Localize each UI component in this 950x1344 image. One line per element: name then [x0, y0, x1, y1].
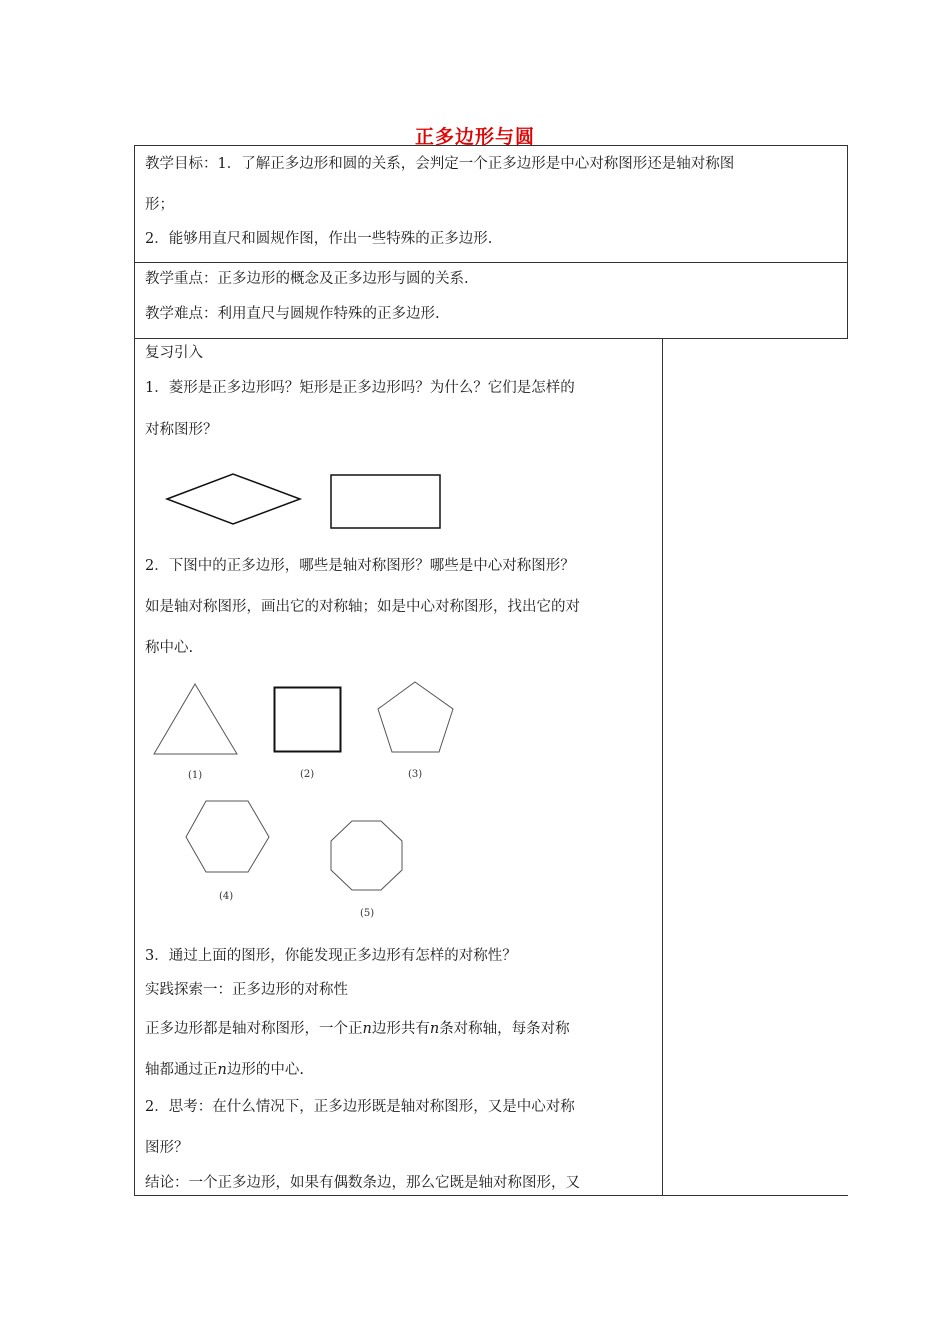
question-3: 3．通过上面的图形，你能发现正多边形有怎样的对称性？	[145, 948, 517, 964]
think-line-2: 图形？	[145, 1140, 189, 1156]
teaching-difficulty: 教学难点：利用直尺与圆规作特殊的正多边形.	[145, 306, 440, 322]
think-line-1: 2．思考：在什么情况下，正多边形既是轴对称图形，又是中心对称	[145, 1099, 575, 1115]
property-line-1	[145, 1019, 570, 1039]
page-title: 正多边形与圆	[414, 126, 535, 148]
conclusion-line: 结论：一个正多边形，如果有偶数条边，那么它既是轴对称图形，又	[145, 1175, 580, 1191]
question-2-line-2: 如是轴对称图形，画出它的对称轴；如是中心对称图形，找出它的对	[145, 599, 580, 615]
pentagon-figure	[376, 680, 456, 754]
octagon-figure	[330, 820, 404, 892]
caption-5: (5)	[360, 908, 375, 919]
table-divider	[662, 338, 663, 1196]
variable-n-1: n	[362, 1021, 372, 1037]
question-2-line-1: 2．下图中的正多边形，哪些是轴对称图形？哪些是中心对称图形？	[145, 558, 575, 574]
variable-n-3: n	[217, 1062, 227, 1078]
property-line-2	[145, 1060, 304, 1080]
rhombus-figure	[166, 473, 302, 525]
variable-n-2: n	[429, 1021, 440, 1037]
property-text-b: 边形共有	[371, 1021, 430, 1037]
question-1-line-1: 1．菱形是正多边形吗？矩形是正多边形吗？为什么？它们是怎样的	[145, 380, 575, 396]
caption-3: (3)	[408, 769, 423, 780]
caption-1: (1)	[188, 770, 203, 781]
table-bottom-border	[134, 1195, 848, 1196]
teaching-focus: 教学重点：正多边形的概念及正多边形与圆的关系.	[145, 271, 469, 287]
caption-2: (2)	[300, 769, 315, 780]
rectangle-figure	[330, 474, 442, 530]
property-text-e: 边形的中心.	[226, 1062, 304, 1078]
objectives-line-1: 教学目标：1．了解正多边形和圆的关系，会判定一个正多边形是中心对称图形还是轴对称图	[145, 156, 735, 172]
practice-heading: 实践探索一：正多边形的对称性	[145, 982, 348, 998]
property-text-c: 条对称轴，每条对称	[439, 1021, 570, 1037]
review-heading: 复习引入	[145, 345, 203, 361]
objectives-line-3: 2．能够用直尺和圆规作图，作出一些特殊的正多边形.	[145, 231, 493, 247]
property-text-a: 正多边形都是轴对称图形，一个正	[145, 1021, 363, 1037]
hexagon-figure	[185, 800, 271, 874]
property-text-d: 轴都通过正	[145, 1062, 218, 1078]
table-left-border	[134, 338, 135, 1196]
question-2-line-3: 称中心.	[145, 640, 194, 656]
objectives-line-2: 形；	[145, 197, 174, 213]
caption-4: (4)	[219, 891, 234, 902]
square-figure	[273, 686, 343, 754]
question-1-line-2: 对称图形？	[145, 422, 218, 438]
triangle-figure	[152, 682, 240, 756]
